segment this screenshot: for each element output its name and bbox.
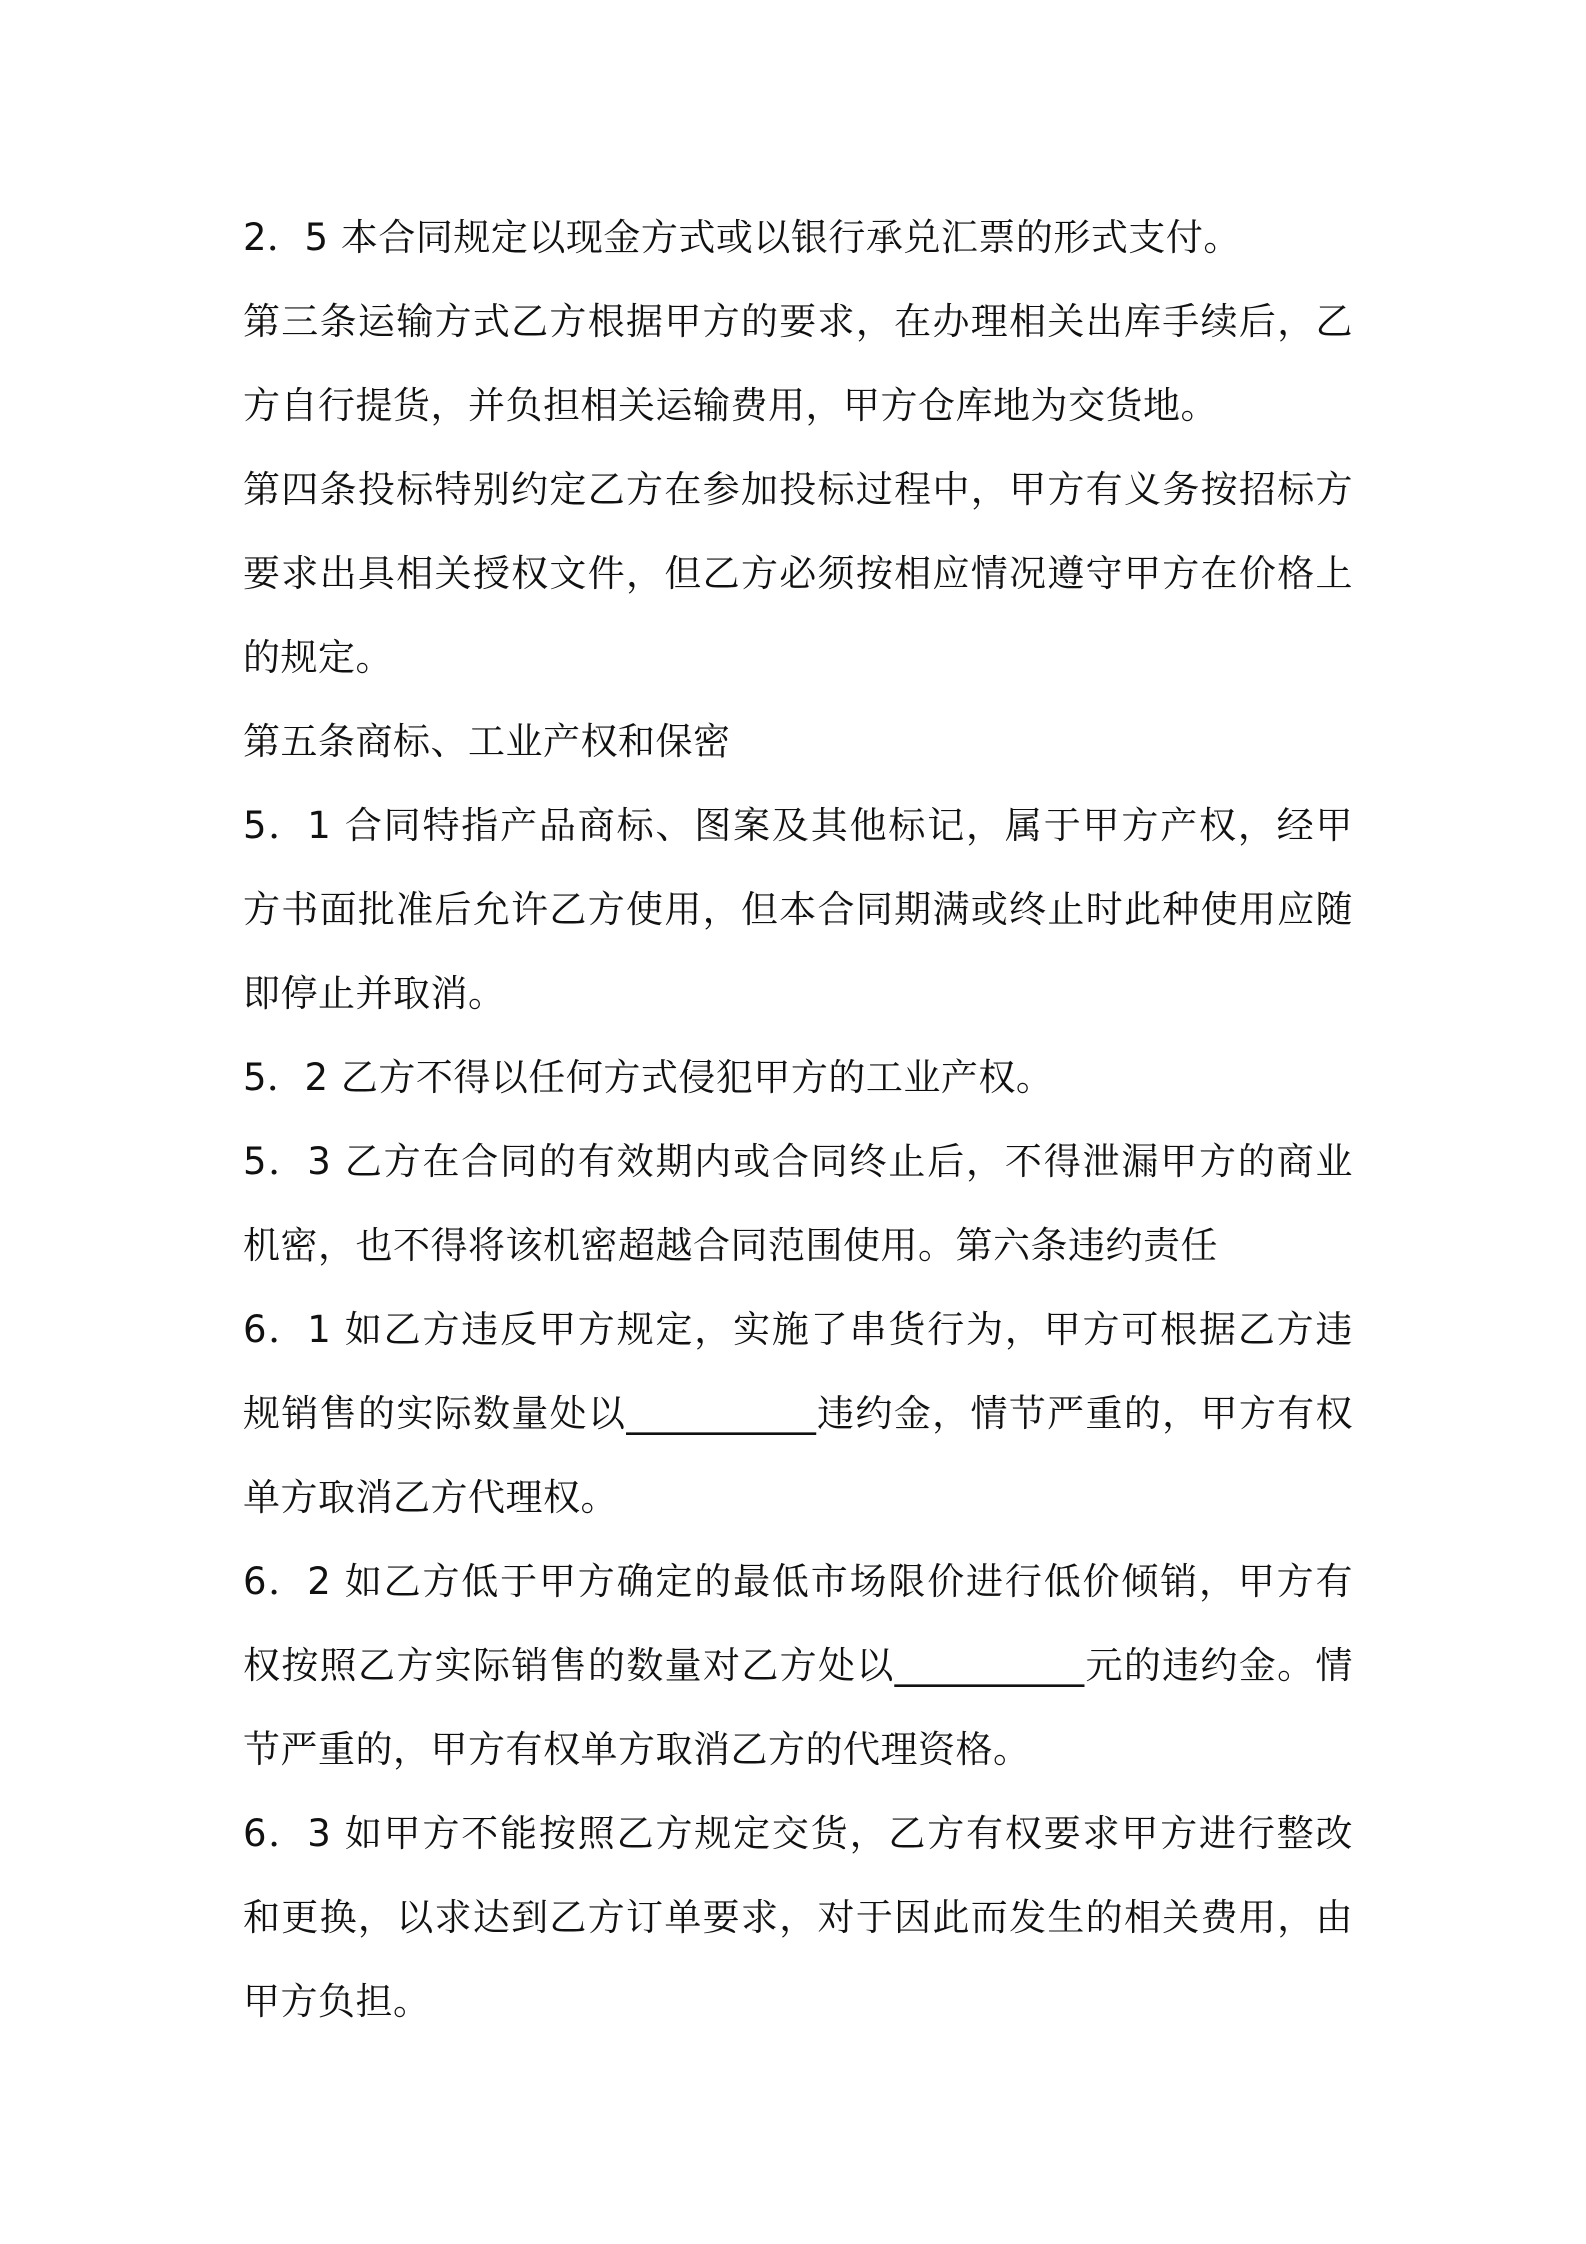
- clause-6-2: 6．2 如乙方低于甲方确定的最低市场限价进行低价倾销，甲方有权按照乙方实际销售的数量对乙方处以__________元的违约金。情节严重的，甲方有权单方取消乙方的代理资格。: [243, 1560, 1353, 1771]
- clause-2-5: 2．5 本合同规定以现金方式或以银行承兑汇票的形式支付。: [243, 216, 1241, 259]
- document-page: [243, 196, 1353, 2044]
- article-4-bidding: 第四条投标特别约定乙方在参加投标过程中，甲方有义务按招标方要求出具相关授权文件，但乙方必须按相应情况遵守甲方在价格上的规定。: [243, 468, 1353, 679]
- article-5-heading: 第五条商标、工业产权和保密: [243, 720, 731, 763]
- clause-5-2: 5．2 乙方不得以任何方式侵犯甲方的工业产权。: [243, 1056, 1054, 1099]
- clause-5-1: 5．1 合同特指产品商标、图案及其他标记，属于甲方产权，经甲方书面批准后允许乙方使用，但本合同期满或终止时此种使用应随即停止并取消。: [243, 804, 1353, 1015]
- article-3-transport: 第三条运输方式乙方根据甲方的要求，在办理相关出库手续后，乙方自行提货，并负担相关运输费用，甲方仓库地为交货地。: [243, 300, 1353, 427]
- clause-6-1: 6．1 如乙方违反甲方规定，实施了串货行为，甲方可根据乙方违规销售的实际数量处以__________违约金，情节严重的，甲方有权单方取消乙方代理权。: [243, 1308, 1353, 1519]
- clause-6-3: 6．3 如甲方不能按照乙方规定交货，乙方有权要求甲方进行整改和更换，以求达到乙方订单要求，对于因此而发生的相关费用，由甲方负担。: [243, 1812, 1353, 2023]
- clause-5-3: 5．3 乙方在合同的有效期内或合同终止后，不得泄漏甲方的商业机密，也不得将该机密超越合同范围使用。第六条违约责任: [243, 1140, 1353, 1267]
